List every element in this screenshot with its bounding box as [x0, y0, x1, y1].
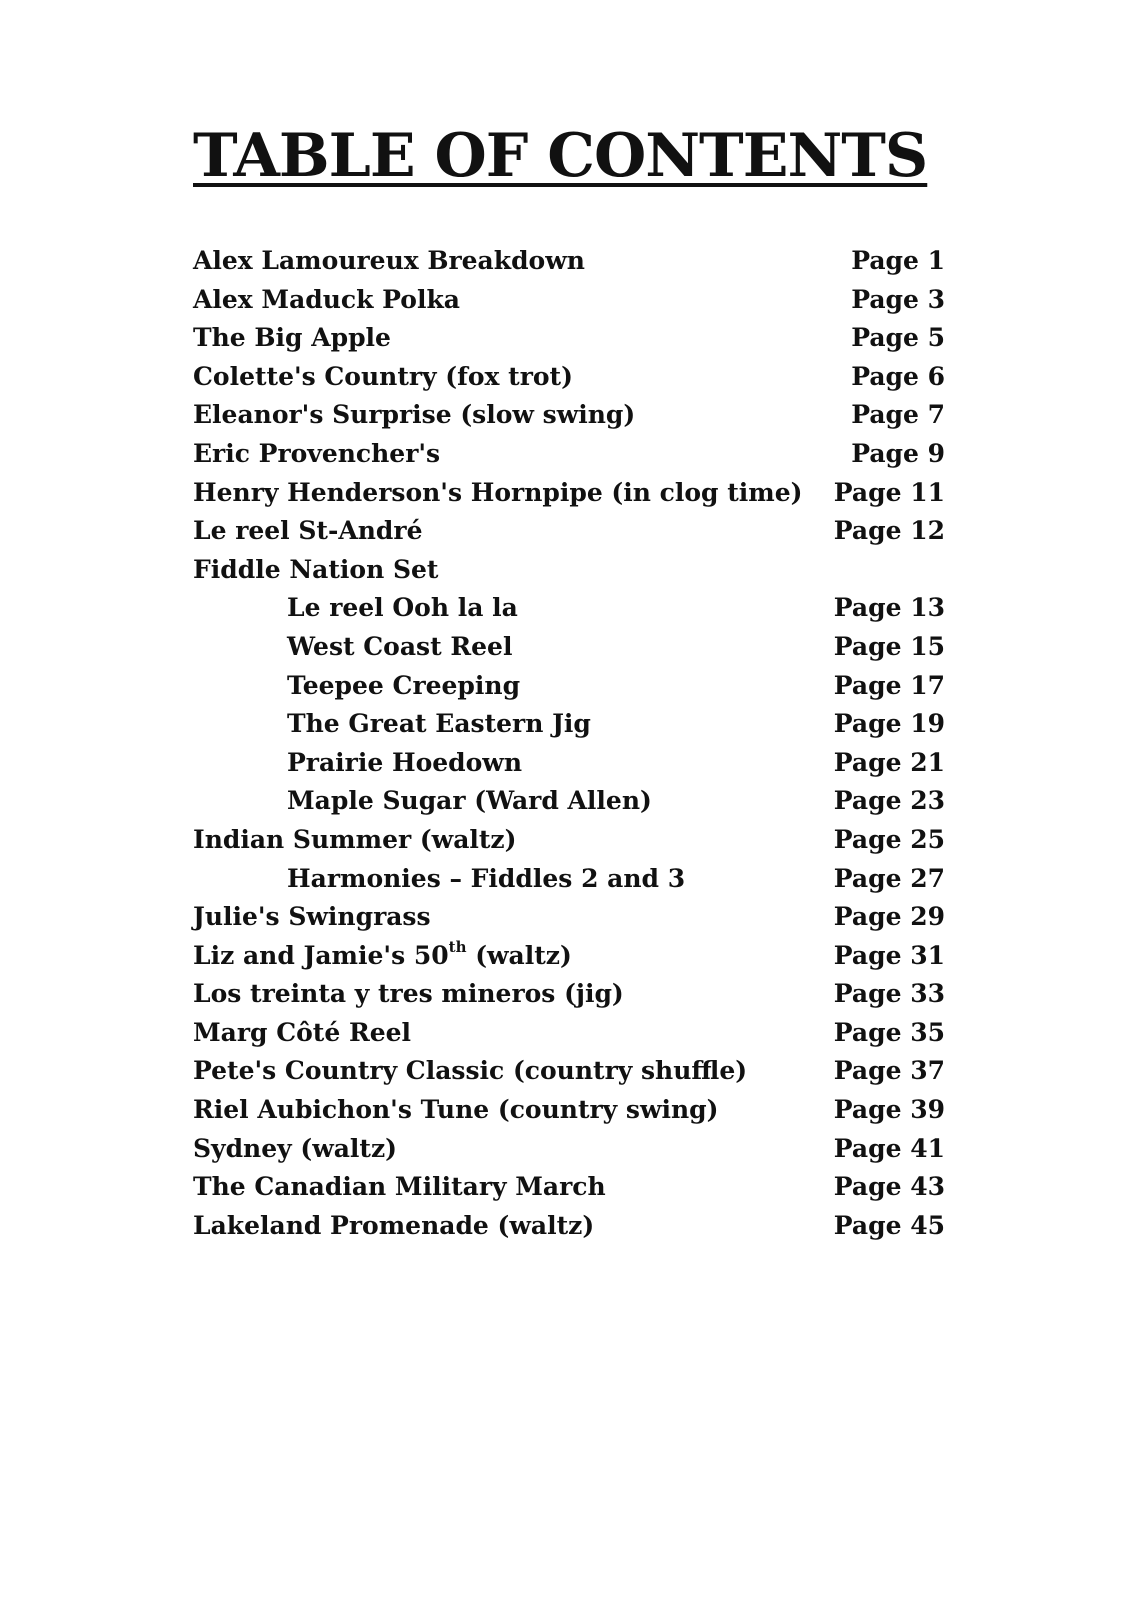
- toc-entry-page: Page 15: [833, 631, 945, 661]
- toc-entry: [193, 1168, 945, 1207]
- toc-entry: [193, 975, 945, 1014]
- toc-entry: [193, 1014, 945, 1053]
- toc-entry-page: Page 37: [833, 1056, 945, 1086]
- toc-entry-page: Page 25: [833, 824, 945, 854]
- toc-entry: [193, 898, 945, 937]
- toc-entry-title: Le reel Ooh la la: [287, 593, 518, 623]
- toc-entry-page: Page 31: [833, 940, 945, 970]
- toc-entry: [193, 1052, 945, 1091]
- toc-entry-page: Page 3: [851, 284, 945, 314]
- toc-entry-title: Alex Maduck Polka: [193, 284, 461, 314]
- toc-entry-title: Henry Henderson's Hornpipe (in clog time): [193, 477, 803, 507]
- toc-entry: [193, 358, 945, 397]
- toc-entry: [193, 281, 945, 320]
- toc-entry-page: Page 19: [833, 709, 945, 739]
- toc-entry-page: Page 41: [833, 1133, 945, 1163]
- toc-entry-title: [193, 937, 572, 976]
- toc-subentry: [193, 705, 945, 744]
- toc-entry-page: Page 21: [833, 747, 945, 777]
- toc-entry-page: Page 13: [833, 593, 945, 623]
- toc-entry-page: Page 17: [833, 670, 945, 700]
- toc-entry-title: Le reel St-André: [193, 516, 423, 546]
- toc-entry-page: Page 1: [851, 246, 945, 275]
- page-title: TABLE OF CONTENTS: [193, 121, 928, 191]
- toc-entry-page: Page 43: [833, 1172, 945, 1202]
- toc-entry-page: Page 12: [833, 516, 945, 546]
- toc-subentry: [193, 860, 945, 899]
- toc-entry-title: The Great Eastern Jig: [287, 709, 591, 739]
- toc-entry-title: Pete's Country Classic (country shuffle): [193, 1056, 748, 1086]
- toc-entry-page: Page 5: [851, 323, 945, 353]
- toc-entry-title: Riel Aubichon's Tune (country swing): [193, 1095, 719, 1125]
- toc-entry-page: Page 9: [851, 438, 945, 468]
- toc-entry-page: Page 29: [833, 902, 945, 932]
- toc-entry-page: Page 11: [833, 477, 945, 507]
- table-of-contents-list: [193, 242, 945, 1245]
- toc-entry-title-text: Liz and Jamie's 50: [193, 940, 449, 970]
- toc-entry-title: Prairie Hoedown: [287, 747, 522, 777]
- toc-entry: [193, 937, 945, 976]
- toc-entry-title: Teepee Creeping: [287, 670, 521, 700]
- toc-entry: [193, 1130, 945, 1169]
- toc-entry-page: Page 6: [851, 361, 945, 391]
- toc-entry: [193, 319, 945, 358]
- toc-entry-title: Sydney (waltz): [193, 1133, 397, 1163]
- toc-entry-title: Julie's Swingrass: [193, 902, 431, 932]
- toc-entry: [193, 821, 945, 860]
- toc-entry: [193, 435, 945, 474]
- toc-entry-title: Eric Provencher's: [193, 438, 441, 468]
- toc-entry-title: Colette's Country (fox trot): [193, 361, 573, 391]
- toc-entry: [193, 512, 945, 551]
- toc-subentry: [193, 628, 945, 667]
- toc-entry-title: Maple Sugar (Ward Allen): [287, 786, 652, 816]
- toc-entry-page: Page 27: [833, 863, 945, 893]
- toc-entry-title: Eleanor's Surprise (slow swing): [193, 400, 636, 430]
- toc-entry-title-suffix: (waltz): [466, 940, 572, 970]
- toc-entry-title: Harmonies – Fiddles 2 and 3: [287, 863, 686, 893]
- toc-section-heading: [193, 551, 945, 590]
- toc-entry-page: Page 39: [833, 1095, 945, 1125]
- toc-entry-page: Page 45: [833, 1210, 945, 1240]
- toc-entry: [193, 1207, 945, 1246]
- toc-entry-title: Marg Côté Reel: [193, 1017, 412, 1047]
- superscript-ordinal: th: [448, 938, 467, 957]
- toc-entry-page: Page 23: [833, 786, 945, 816]
- toc-entry: [193, 396, 945, 435]
- toc-entry-title: The Big Apple: [193, 323, 391, 353]
- toc-entry-title: Alex Lamoureux Breakdown: [193, 246, 585, 275]
- toc-entry-title: Lakeland Promenade (waltz): [193, 1210, 595, 1240]
- toc-entry-title: Indian Summer (waltz): [193, 824, 517, 854]
- toc-entry-page: Page 35: [833, 1017, 945, 1047]
- toc-entry-title: Los treinta y tres mineros (jig): [193, 979, 624, 1009]
- toc-subentry: [193, 589, 945, 628]
- toc-entry: [193, 242, 945, 281]
- toc-entry: [193, 474, 945, 513]
- toc-subentry: [193, 782, 945, 821]
- toc-subentry: [193, 744, 945, 783]
- toc-entry-title: The Canadian Military March: [193, 1172, 606, 1202]
- toc-entry-title: Fiddle Nation Set: [193, 554, 439, 584]
- toc-entry-page: Page 7: [851, 400, 945, 430]
- toc-subentry: [193, 667, 945, 706]
- toc-entry-title: West Coast Reel: [287, 631, 513, 661]
- toc-entry-page: Page 33: [833, 979, 945, 1009]
- toc-entry: [193, 1091, 945, 1130]
